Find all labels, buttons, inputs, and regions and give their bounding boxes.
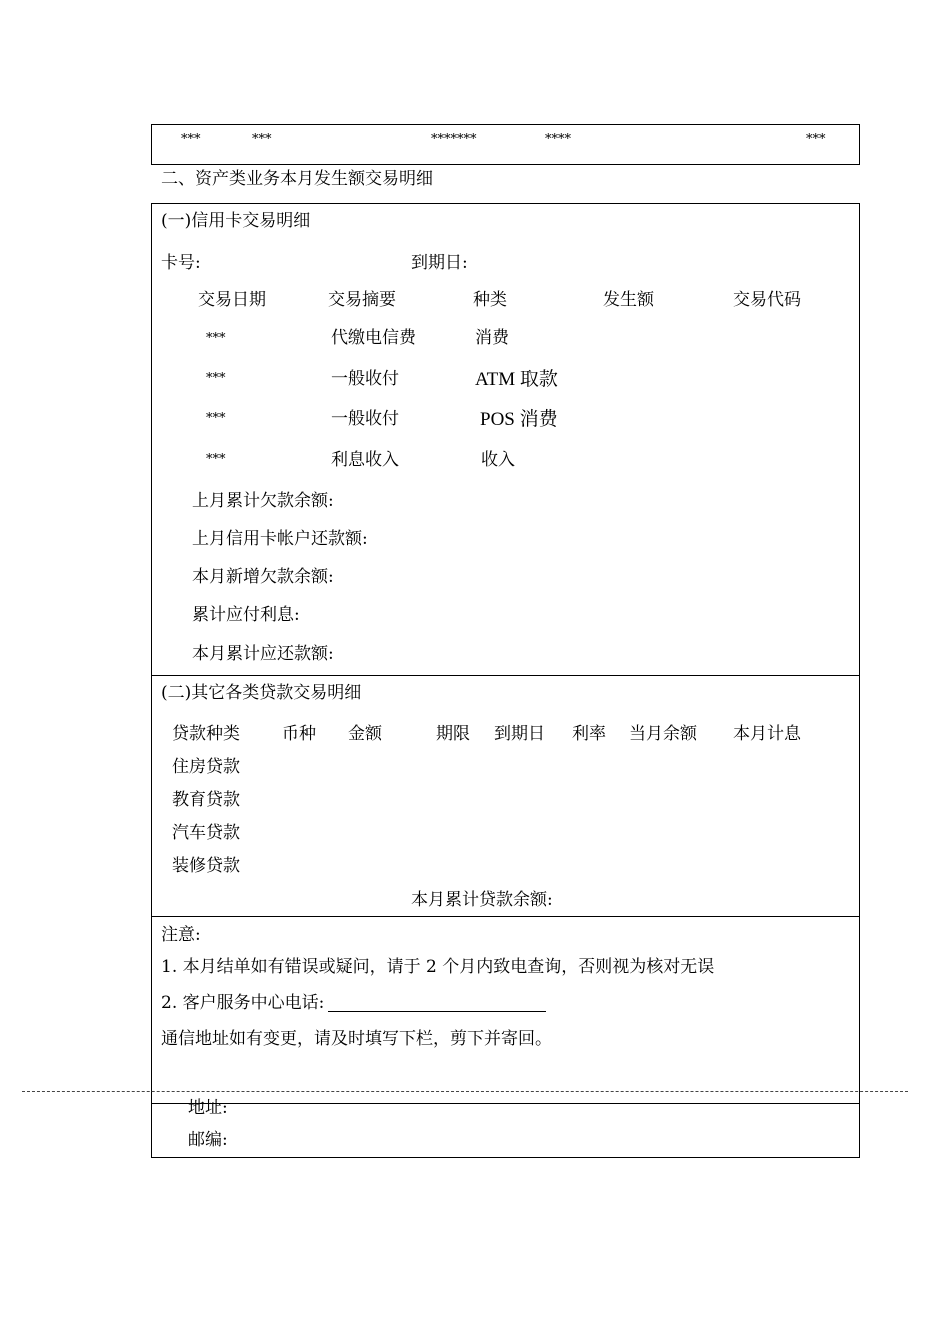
phone-blank (328, 995, 546, 1012)
txn-date: *** (206, 331, 226, 346)
loan-type: 汽车贷款 (172, 823, 240, 843)
loan-header: 本月计息 (733, 724, 801, 744)
txn-date: *** (206, 452, 226, 467)
loan-total-label: 本月累计贷款余额: (411, 890, 553, 910)
summary-label: 本月累计应还款额: (192, 644, 334, 664)
txn-date: *** (206, 411, 226, 426)
note-item-phone (161, 995, 546, 1012)
divider (151, 675, 860, 676)
card-no-label: 卡号: (161, 253, 201, 273)
loan-header: 当月余额 (629, 724, 697, 744)
loan-header: 金额 (348, 724, 382, 744)
tear-off-line (22, 1091, 908, 1092)
loan-header: 到期日 (494, 724, 545, 744)
credit-header: 发生额 (603, 290, 654, 310)
txn-summary: 利息收入 (331, 450, 399, 470)
loan-header: 币种 (282, 724, 316, 744)
txn-summary: 一般收付 (331, 409, 399, 429)
top-row-cell: *** (252, 132, 272, 147)
summary-label: 上月累计欠款余额: (192, 491, 334, 511)
divider (151, 1103, 860, 1104)
credit-header: 种类 (473, 290, 507, 310)
credit-header: 交易代码 (733, 290, 801, 310)
credit-header: 交易日期 (198, 290, 266, 310)
section-title: 二、资产类业务本月发生额交易明细 (161, 169, 433, 189)
phone-label: 2. 客户服务中心电话: (161, 993, 325, 1013)
address-change-note: 通信地址如有变更，请及时填写下栏，剪下并寄回。 (161, 1029, 552, 1049)
txn-type: 消费 (475, 328, 509, 348)
expiry-label: 到期日: (411, 253, 468, 273)
top-row-cell: *** (181, 132, 201, 147)
credit-header: 交易摘要 (328, 290, 396, 310)
summary-label: 本月新增欠款余额: (192, 567, 334, 587)
top-row-cell: **** (545, 132, 571, 147)
txn-summary: 一般收付 (331, 369, 399, 389)
loan-type: 教育贷款 (172, 790, 240, 810)
loan-type: 装修贷款 (172, 856, 240, 876)
txn-type: ATM 取款 (475, 369, 558, 390)
txn-type: 收入 (481, 450, 515, 470)
loan-header: 贷款种类 (172, 724, 240, 744)
postcode-label: 邮编: (188, 1130, 228, 1150)
summary-label: 累计应付利息: (192, 605, 300, 625)
summary-label: 上月信用卡帐户还款额: (192, 529, 368, 549)
credit-title: (一)信用卡交易明细 (161, 211, 311, 231)
divider (151, 916, 860, 917)
txn-type: POS 消费 (480, 409, 558, 430)
note-item: 1. 本月结单如有错误或疑问，请于 2 个月内致电查询，否则视为核对无误 (161, 957, 715, 977)
loan-header: 利率 (572, 724, 606, 744)
notes-title: 注意: (161, 925, 201, 945)
loans-title: (二)其它各类贷款交易明细 (161, 683, 362, 703)
top-row-cell: *** (806, 132, 826, 147)
address-label: 地址: (188, 1098, 228, 1118)
top-row-cell: ******* (431, 132, 477, 147)
txn-summary: 代缴电信费 (331, 328, 416, 348)
txn-date: *** (206, 371, 226, 386)
loan-header: 期限 (436, 724, 470, 744)
loan-type: 住房贷款 (172, 757, 240, 777)
